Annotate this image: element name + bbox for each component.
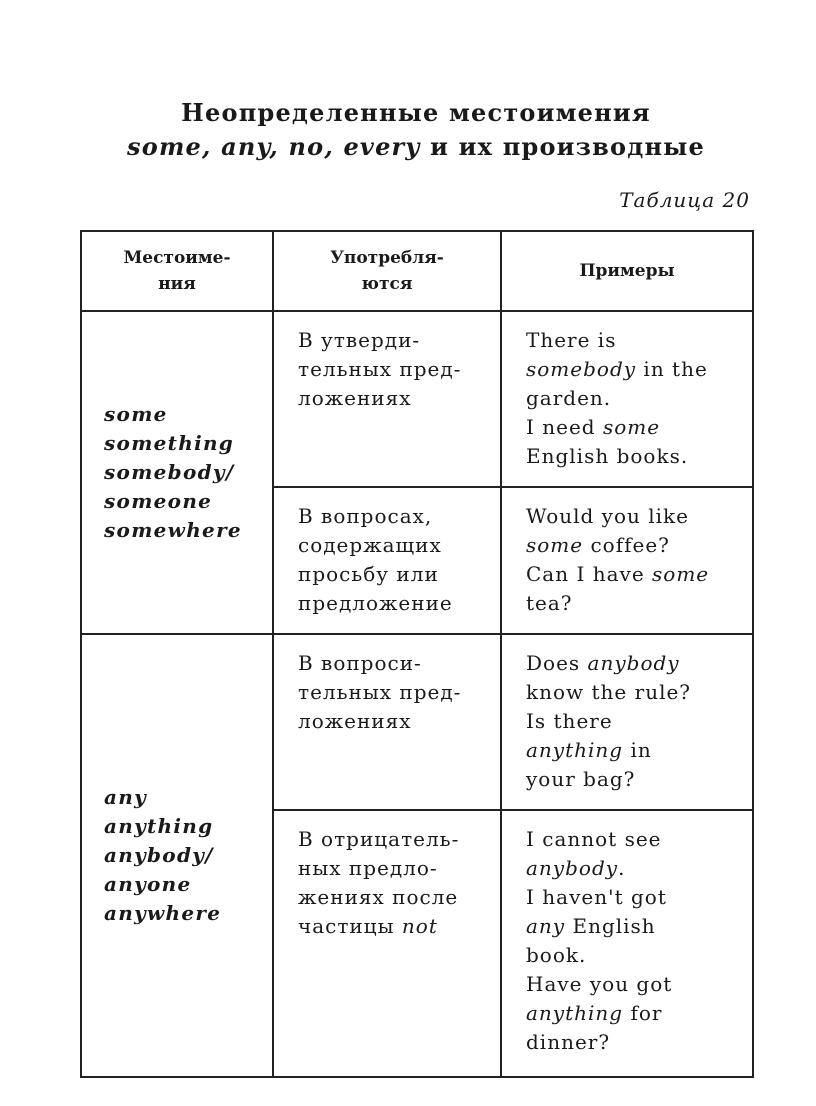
pronoun-cell [81,634,273,1077]
usage-line: тельных пред- [298,357,462,381]
example-line: Does anybody [526,650,680,675]
pronoun: anybody/ [104,842,214,867]
example-line: I haven't got [526,885,667,910]
example-line: any English [526,914,656,939]
example-line: dinner? [526,1030,611,1055]
pronoun-cell [81,311,273,634]
example-line: I need some [526,415,661,439]
usage-cell [273,634,501,810]
example-line: know the rule? [526,679,692,704]
example-line: somebody in the [526,357,708,381]
example-line: Have you got [526,972,673,997]
title-pronouns: some, any, no, every [127,132,421,161]
usage-line: тельных пред- [298,679,462,704]
example-pronoun: anybody [587,650,680,675]
title-line-1: Неопределенные местоимения [181,98,651,127]
pronoun: anywhere [104,900,222,925]
table-row [81,634,753,810]
pronoun: somewhere [104,517,242,542]
usage-line: просьбу или [298,562,439,587]
table-number: Таблица 20 [619,188,750,212]
usage-cell [273,810,501,1077]
title-line-2 [80,130,752,164]
example-line: Would you like [526,504,690,529]
usage-line: предложение [298,591,453,616]
table-row [81,311,753,487]
usage-line: жениях после [298,885,459,910]
examples-cell [501,810,753,1077]
example-line: garden. [526,386,612,410]
pronoun: anything [104,813,214,838]
header-usage [273,231,501,311]
example-line: book. [526,943,587,968]
example-line: Is there [526,708,613,733]
examples-cell [501,487,753,633]
usage-line: В вопросах, [298,504,433,529]
usage-line: В утверди- [298,328,421,352]
usage-line: ложениях [298,708,412,733]
usage-line: ных предло- [298,856,438,881]
example-line: some coffee? [526,533,670,558]
example-pronoun: anything [526,737,624,762]
pronoun: somebody/ [104,459,235,484]
example-pronoun: some [526,533,584,558]
example-line: There is [526,328,617,352]
example-line: tea? [526,591,573,616]
header-pronouns-line: ния [158,274,196,294]
example-pronoun: anybody [526,856,619,881]
usage-line: В отрицатель- [298,827,460,852]
header-pronouns [81,231,273,311]
header-examples: Примеры [501,231,753,311]
pronoun-table [80,230,754,1078]
usage-line: частицы not [298,914,438,939]
pronoun: anyone [104,871,192,896]
example-line: anything in [526,737,652,762]
title-rest: и их производные [420,132,705,161]
example-pronoun: somebody [526,357,637,381]
pronoun: someone [104,488,213,513]
usage-cell [273,487,501,633]
example-line: anybody. [526,856,626,881]
example-line: Can I have some [526,562,710,587]
header-pronouns-line: Местоиме- [123,248,231,268]
pronoun: some [104,401,168,426]
example-pronoun: any [526,914,566,939]
examples-cell [501,634,753,810]
example-line: your bag? [526,766,636,791]
examples-cell [501,311,753,487]
example-line: anything for [526,1001,663,1026]
usage-line: В вопроси- [298,650,422,675]
example-line: English books. [526,444,689,468]
usage-italic: not [401,914,438,939]
header-usage-line: ются [361,274,413,294]
pronoun: any [104,784,148,809]
example-pronoun: anything [526,1001,624,1026]
pronoun: something [104,430,235,455]
example-pronoun: some [602,415,661,439]
header-usage-line: Употребля- [330,248,444,268]
example-pronoun: some [652,562,710,587]
usage-line: содержащих [298,533,442,558]
usage-line: ложениях [298,386,412,410]
page-title [80,96,752,164]
usage-cell [273,311,501,487]
header-row [81,231,753,311]
example-line: I cannot see [526,827,662,852]
